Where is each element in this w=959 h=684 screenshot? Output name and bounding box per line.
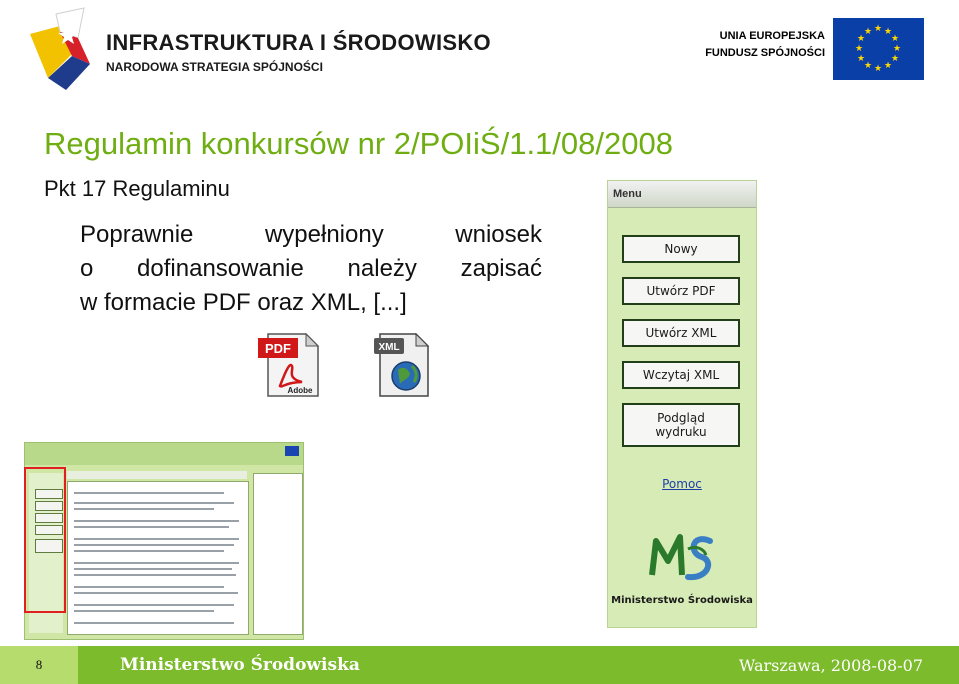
slide-title: Regulamin konkursów nr 2/POIiŚ/1.1/08/2008	[44, 126, 673, 161]
thumb-text-line	[74, 568, 232, 570]
svg-text:★: ★	[883, 27, 893, 37]
thumb-text-line	[74, 586, 224, 588]
svg-text:★: ★	[873, 64, 883, 74]
load-xml-button[interactable]: Wczytaj XML	[622, 361, 740, 389]
regulation-quote	[80, 218, 542, 320]
ministry-logo-icon	[648, 527, 718, 585]
svg-text:★: ★	[890, 34, 900, 44]
thumb-text-line	[74, 520, 239, 522]
menu-header-label: Menu	[613, 188, 642, 200]
thumb-text-line	[74, 502, 234, 504]
page-number: 8	[0, 646, 78, 684]
adobe-label: Adobe	[287, 386, 313, 395]
create-pdf-button[interactable]: Utwórz PDF	[622, 277, 740, 305]
svg-text:★: ★	[856, 54, 866, 64]
thumb-help-panel	[253, 473, 303, 635]
footer-place-date: Warszawa, 2008-08-07	[738, 656, 923, 675]
thumb-text-line	[74, 508, 214, 510]
thumb-text-line	[74, 492, 224, 494]
help-link[interactable]: Pomoc	[662, 477, 702, 491]
thumb-eu-flag-icon	[285, 446, 299, 456]
print-preview-button[interactable]: Podgląd wydruku	[622, 403, 740, 447]
menu-header	[608, 181, 756, 208]
thumb-text-line	[74, 526, 229, 528]
thumb-text-line	[74, 610, 214, 612]
svg-text:★: ★	[883, 61, 893, 71]
fund-label: FUNDUSZ SPÓJNOŚCI	[705, 47, 825, 59]
program-subtitle: NARODOWA STRATEGIA SPÓJNOŚCI	[106, 60, 323, 74]
ministry-label: Ministerstwo Środowiska	[611, 595, 753, 606]
eu-flag-icon	[833, 18, 924, 80]
slide-subtitle: Pkt 17 Regulaminu	[44, 176, 230, 201]
menu-panel	[607, 180, 757, 628]
thumb-text-line	[74, 538, 239, 540]
pdf-file-icon	[256, 330, 322, 400]
svg-text:★: ★	[863, 61, 873, 71]
footer-bar	[0, 646, 959, 684]
svg-text:★: ★	[892, 44, 902, 54]
eu-label: UNIA EUROPEJSKA	[719, 30, 825, 42]
quote-line: w formacie PDF oraz XML, [...]	[80, 289, 407, 316]
application-screenshot-thumbnail	[24, 442, 304, 640]
thumb-text-line	[74, 562, 239, 564]
pdf-label: PDF	[265, 341, 291, 356]
quote-line: o dofinansowanie należy zapisać	[80, 255, 542, 282]
program-title: INFRASTRUKTURA I ŚRODOWISKO	[106, 30, 491, 55]
svg-text:★: ★	[856, 34, 866, 44]
svg-text:★: ★	[863, 27, 873, 37]
quote-line: Poprawnie wypełniony wniosek	[80, 221, 542, 248]
thumb-content	[67, 481, 249, 635]
thumb-text-line	[74, 574, 236, 576]
thumb-header	[25, 443, 304, 465]
svg-text:★: ★	[873, 24, 883, 34]
xml-label: XML	[378, 342, 400, 353]
program-logo-icon	[20, 4, 100, 92]
thumb-text-line	[74, 544, 234, 546]
thumb-tabs	[67, 471, 247, 479]
menu-highlight-frame	[24, 467, 66, 613]
footer-organization: Ministerstwo Środowiska	[120, 655, 360, 675]
create-xml-button[interactable]: Utwórz XML	[622, 319, 740, 347]
thumb-text-line	[74, 550, 224, 552]
thumb-text-line	[74, 622, 234, 624]
xml-file-icon	[372, 330, 434, 400]
svg-text:★: ★	[854, 44, 864, 54]
thumb-text-line	[74, 604, 234, 606]
svg-text:★: ★	[890, 54, 900, 64]
thumb-text-line	[74, 592, 238, 594]
new-button[interactable]: Nowy	[622, 235, 740, 263]
